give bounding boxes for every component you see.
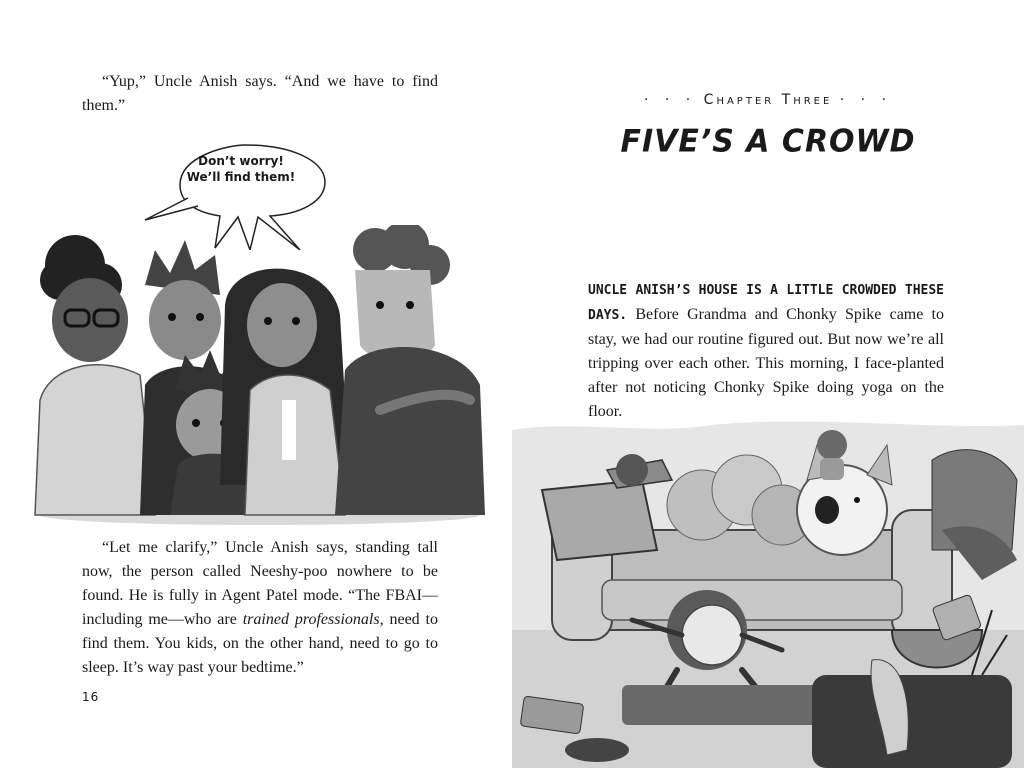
character-tall-man — [335, 225, 485, 515]
paragraph-bottom-emphasis: trained professionals, — [242, 611, 384, 628]
paragraph-top-text: “Yup,” Uncle Anish says. “And we have to find them.” — [82, 73, 438, 114]
yoga-mat — [622, 685, 822, 725]
chapter-title: FIVE’S A CROWD — [620, 123, 916, 160]
chapter-opening-paragraph — [588, 278, 944, 424]
chapter-label — [512, 92, 1024, 108]
right-page — [512, 0, 1024, 768]
chapter-opening-body: Before Grandma and Chonky Spike came to stay, we had our routine figured out. But now we’re all tripping over each other. This morning, I face-planted after not noticing Chonky Spike doing yoga on the floor. — [588, 306, 944, 420]
doll-toy — [817, 430, 847, 480]
lead-in: UNCLE ANISH’S HOUSE IS A LITTLE CROWDED THESE DAYS. — [588, 283, 944, 323]
paragraph-top — [82, 70, 438, 118]
chapter-label-dots-right: · · · — [839, 92, 893, 108]
chapter-label-text: Chapter Three — [703, 92, 833, 108]
character-girl-glasses — [35, 235, 155, 515]
paragraph-bottom-part2: need to find them. You kids, on the other hand, need to go to sleep. It’s way past your bedtime.” — [82, 611, 438, 676]
character-long-hair-girl — [220, 269, 350, 515]
crowded-living-room-illustration — [512, 420, 1024, 768]
flip-flop — [565, 738, 629, 762]
paragraph-bottom-part1: “Let me clarify,” Uncle Anish says, standing tall now, the person called Neeshy-poo nowhere to be found. He is fully in Agent Patel mode. “The FBAI—including me—who are — [82, 539, 438, 628]
speech-line-2: We’ll find them! — [186, 170, 296, 184]
page-number: 16 — [82, 690, 100, 704]
speech-bubble-text — [176, 153, 306, 185]
family-illustration — [30, 225, 490, 525]
speech-line-1: Don’t worry! — [198, 154, 284, 168]
paragraph-bottom — [82, 536, 438, 680]
chapter-label-dots-left: · · · — [643, 92, 697, 108]
